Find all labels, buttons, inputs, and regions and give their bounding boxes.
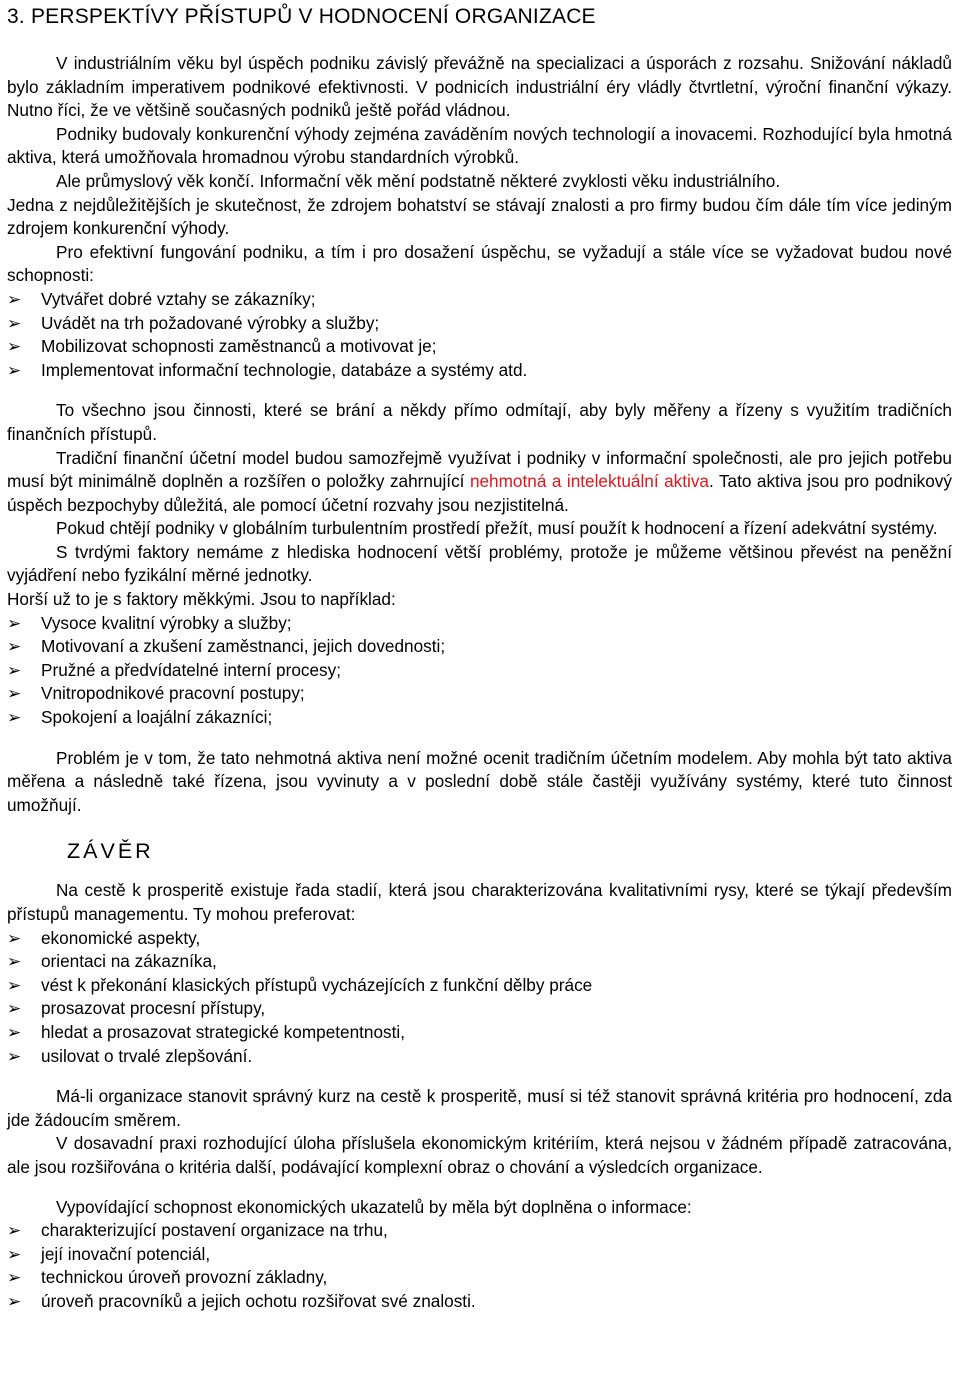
list-item [7, 706, 952, 730]
list-item [7, 635, 952, 659]
list-item-text: orientaci na zákazníka, [41, 951, 217, 972]
list-item-text: prosazovat procesní přístupy, [41, 998, 266, 1019]
list-item [7, 1021, 952, 1045]
paragraph-knowledge-wealth: Jedna z nejdůležitějších je skutečnost, že zdrojem bohatství se stávají znalosti a pro firmy budou čím dále tím více jediným zdrojem konkurenční výhody. [7, 194, 952, 239]
arrow-bullet-icon: ➢ [7, 1267, 22, 1288]
list-item-text: hledat a prosazovat strategické kompetentnosti, [41, 1021, 406, 1042]
paragraph-economic-criteria: V dosavadní praxi rozhodující úloha příslušela ekonomickým kritériím, která nejsou v žádném případě zatracována, ale jsou rozšiřována o kritéria další, podávající komplexní obraz o chování a výsledcích organizace. [7, 1133, 952, 1177]
highlighted-text: nehmotná a intelektuální aktiva [469, 471, 709, 492]
bullet-list-soft-factors [7, 612, 952, 730]
list-item [7, 682, 952, 706]
bullet-list-abilities [7, 288, 952, 382]
arrow-bullet-icon: ➢ [7, 612, 22, 633]
list-item [7, 950, 952, 974]
spacer [7, 1180, 952, 1196]
list-item [7, 659, 952, 683]
list-item-text: vést k překonání klasických přístupů vycházejících z funkční dělby práce [41, 974, 593, 995]
arrow-bullet-icon: ➢ [7, 1220, 22, 1241]
arrow-bullet-icon: ➢ [7, 659, 22, 680]
text: . Tato aktiva jsou pro podnikový úspěch bezpochyby důležitá, ale pomocí účetní rozvahy jsou nezjistitelná. [7, 471, 952, 515]
paragraph-accounting-model [7, 447, 952, 518]
section-heading: 3. PERSPEKTÍVY PŘÍSTUPŮ V HODNOCENÍ ORGANIZACE [7, 5, 596, 28]
list-item [7, 974, 952, 998]
arrow-bullet-icon: ➢ [7, 1243, 22, 1264]
paragraph-activities: To všechno jsou činnosti, které se brání a někdy přímo odmítají, aby byly měřeny a řízeny s využitím tradičních finančních přístupů. [7, 400, 952, 444]
arrow-bullet-icon: ➢ [7, 998, 22, 1019]
list-item-text: Vysoce kvalitní výrobky a služby; [41, 612, 292, 633]
list-item [7, 927, 952, 951]
list-item-text: charakterizující postavení organizace na trhu, [41, 1220, 388, 1241]
list-item-text: usilovat o trvalé zlepšování. [41, 1045, 253, 1066]
paragraph-industrial-age-ends: Ale průmyslový věk končí. Informační věk mění podstatně některé zvyklosti věku industriálního. [56, 170, 781, 191]
spacer [7, 1068, 952, 1085]
list-item [7, 335, 952, 359]
list-item [7, 1243, 952, 1267]
paragraph-new-abilities: Pro efektivní fungování podniku, a tím i pro dosažení úspěchu, se vyžadují a stále více se vyžadovat budou nové schopnosti: [7, 241, 952, 286]
arrow-bullet-icon: ➢ [7, 1021, 22, 1042]
list-item-text: Motivovaní a zkušení zaměstnanci, jejich dovednosti; [41, 636, 446, 657]
list-item-text: Spokojení a loajální zákazníci; [41, 707, 273, 728]
list-item [7, 359, 952, 383]
list-item-text: Uvádět na trh požadované výrobky a služby; [41, 312, 380, 333]
arrow-bullet-icon: ➢ [7, 1045, 22, 1066]
bullet-list-information [7, 1219, 952, 1313]
paragraph-criteria: Má-li organizace stanovit správný kurz na cestě k prosperitě, musí si též stanovit správná kritéria pro hodnocení, zda jde žádoucím směrem. [7, 1086, 952, 1130]
paragraph-prosperity: Na cestě k prosperitě existuje řada stadií, která jsou charakterizována kvalitativními rysy, které se týkají především přístupů managementu. Ty mohou preferovat: [7, 880, 952, 924]
arrow-bullet-icon: ➢ [7, 288, 22, 309]
list-item-text: Pružné a předvídatelné interní procesy; [41, 659, 342, 680]
list-item [7, 1219, 952, 1243]
list-item [7, 612, 952, 636]
arrow-bullet-icon: ➢ [7, 683, 22, 704]
list-item [7, 1266, 952, 1290]
bullet-list-management [7, 927, 952, 1069]
arrow-bullet-icon: ➢ [7, 1290, 22, 1311]
list-item [7, 1045, 952, 1069]
paragraph-turbulent-environment: Pokud chtějí podniky v globálním turbulentním prostředí přežít, musí použít k hodnocení a řízení adekvátní systémy. [56, 518, 938, 539]
list-item [7, 997, 952, 1021]
list-item [7, 288, 952, 312]
arrow-bullet-icon: ➢ [7, 974, 22, 995]
spacer [7, 382, 952, 399]
list-item-text: Vytvářet dobré vztahy se zákazníky; [41, 288, 316, 309]
list-item [7, 1290, 952, 1314]
paragraph-indicators: Vypovídající schopnost ekonomických ukazatelů by měla být doplněna o informace: [56, 1196, 692, 1217]
list-item-text: Implementovat informační technologie, databáze a systémy atd. [41, 359, 528, 380]
text: Tradiční finanční účetní model budou samozřejmě využívat i podniky v informační společnosti, ale pro jejich potřebu musí být minimálně doplněn a rozšířen o položky zahrnující [7, 447, 952, 492]
paragraph-competitive-advantages: Podniky budovaly konkurenční výhody zejména zaváděním nových technologií a inovacemi. Rozhodující byla hmotná aktiva, která umožňovala hromadnou výrobu standardních výrobků. [7, 123, 952, 168]
arrow-bullet-icon: ➢ [7, 336, 22, 357]
paragraph-soft-factors: Horší už to je s faktory měkkými. Jsou to například: [7, 589, 396, 610]
list-item-text: Vnitropodnikové pracovní postupy; [41, 683, 305, 704]
arrow-bullet-icon: ➢ [7, 707, 22, 728]
list-item-text: její inovační potenciál, [41, 1243, 211, 1264]
list-item-text: Mobilizovat schopnosti zaměstnanců a motivovat je; [41, 336, 437, 357]
arrow-bullet-icon: ➢ [7, 312, 22, 333]
paragraph-hard-factors: S tvrdými faktory nemáme z hlediska hodnocení větší problémy, protože je můžeme většinou převést na peněžní vyjádření nebo fyzikální měrné jednotky. [7, 541, 952, 586]
list-item-text: úroveň pracovníků a jejich ochotu rozšiřovat své znalosti. [41, 1290, 476, 1311]
list-item-text: ekonomické aspekty, [41, 927, 201, 948]
arrow-bullet-icon: ➢ [7, 359, 22, 380]
paragraph-industrial-age: V industriálním věku byl úspěch podniku závislý převážně na specializaci a úsporách z rozsahu. Snižování nákladů bylo základním imperativem podnikové efektivnosti. V podnicích industriální éry vládly čtvrtletní, výroční finanční výkazy. Nutno říci, že ve většině současných podniků ještě pořád vládnou. [7, 53, 952, 121]
conclusion-heading: ZÁVĚR [67, 839, 154, 864]
arrow-bullet-icon: ➢ [7, 636, 22, 657]
arrow-bullet-icon: ➢ [7, 951, 22, 972]
list-item-text: technickou úroveň provozní základny, [41, 1267, 328, 1288]
spacer [7, 730, 952, 747]
paragraph-intangible-assets: Problém je v tom, že tato nehmotná aktiva není možné ocenit tradičním účetním modelem. Aby mohla být tato aktiva měřena a následně také řízena, jsou vyvinuty a v poslední době stále častěji využívány systémy, které tuto činnost umožňují. [7, 747, 952, 815]
arrow-bullet-icon: ➢ [7, 927, 22, 948]
list-item [7, 312, 952, 336]
